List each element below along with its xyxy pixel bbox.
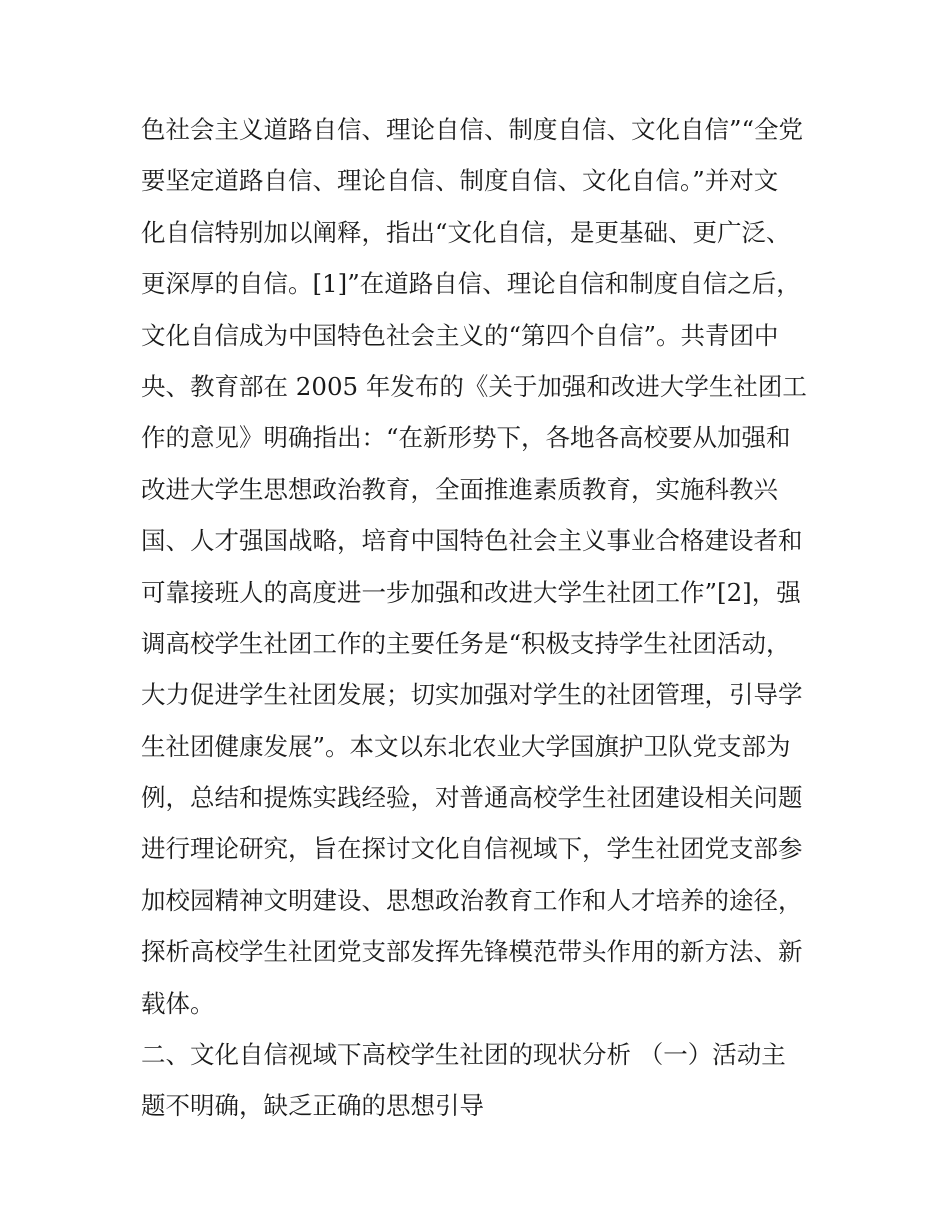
text-line: 调高校学生社团工作的主要任务是“积极支持学生社团活动， [141,628,791,658]
text-line: 进行理论研究，旨在探讨文化自信视域下，学生社团党支部参 [141,834,803,864]
text-line: 改进大学生思想政治教育，全面推進素质教育，实施科教兴 [141,474,778,504]
section-heading-line: 二、文化自信视域下高校学生社团的现状分析 （一）活动主 [141,1040,786,1070]
text-line: 更深厚的自信。[1]”在道路自信、理论自信和制度自信之后， [141,269,801,299]
text-line: 色社会主义道路自信、理论自信、制度自信、文化自信”“全党 [141,115,804,144]
text-line: 加校园精神文明建设、思想政治教育工作和人才培养的途径， [141,885,803,915]
text-line: 生社团健康发展”。本文以东北农业大学国旗护卫队党支部为 [141,731,791,761]
text-line: 探析高校学生社团党支部发挥先锋模范带头作用的新方法、新 [141,937,803,967]
section-heading-line: 题不明确，缺乏正确的思想引导 [141,1091,484,1121]
text-line: 可靠接班人的高度进一步加强和改进大学生社团工作”[2]，强 [141,577,801,607]
text-line: 国、人才强国战略，培育中国特色社会主义事业合格建设者和 [141,526,803,556]
text-line: 大力促进学生社团发展；切实加强对学生的社团管理，引导学 [141,680,803,710]
body-text [141,104,821,1132]
text-line: 文化自信成为中国特色社会主义的“第四个自信”。共青团中 [141,320,779,350]
text-line: 作的意见》明确指出：“在新形势下，各地各高校要从加强和 [141,423,791,453]
text-line: 载体。 [141,988,215,1018]
text-line: 央、教育部在 2005 年发布的《关于加强和改进大学生社团工 [141,371,807,401]
text-line: 化自信特别加以阐释，指出“文化自信，是更基础、更广泛、 [141,217,791,247]
text-line: 要坚定道路自信、理论自信、制度自信、文化自信。”并对文 [141,166,779,196]
text-line: 例，总结和提炼实践经验，对普通高校学生社团建设相关问题 [141,783,803,813]
